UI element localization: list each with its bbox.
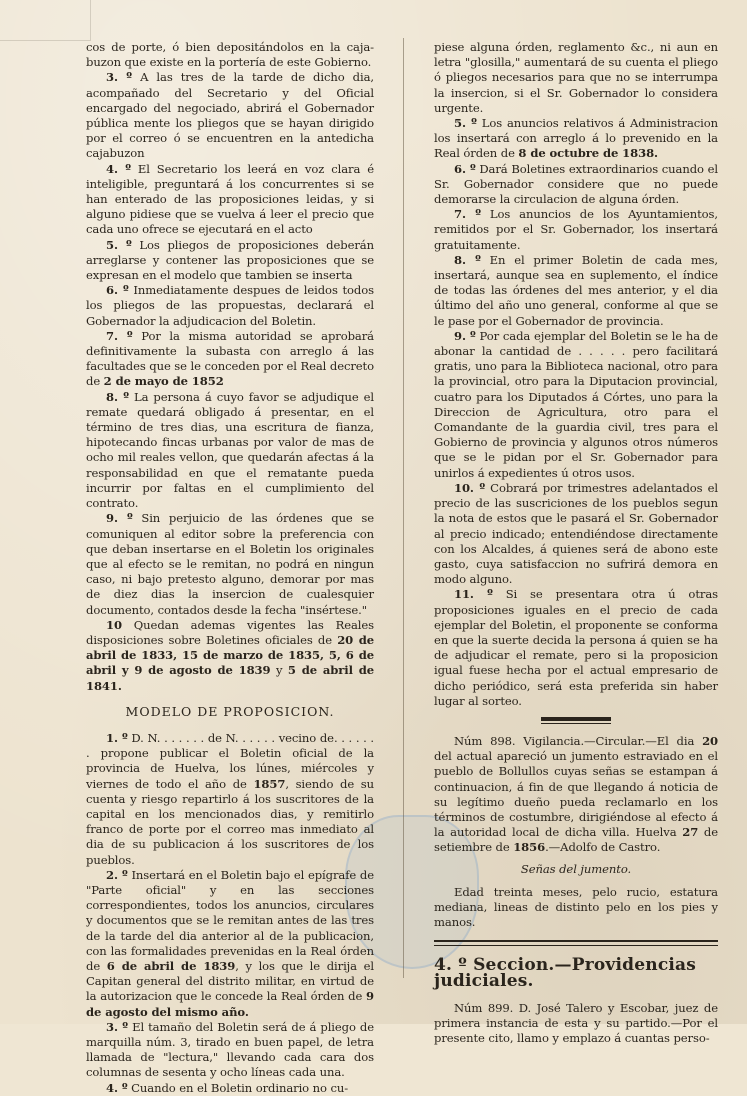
article-number: 4. º xyxy=(106,1080,128,1095)
model-article-4 xyxy=(86,1081,374,1096)
article-9 xyxy=(86,511,374,617)
article-text: Quedan ademas vigentes las Reales disposiciones sobre Boletines oficiales de xyxy=(86,617,374,647)
left-column xyxy=(86,40,374,1096)
article-number: 5. º xyxy=(106,237,132,252)
article-number: 6. º xyxy=(106,283,129,298)
separator-rule xyxy=(541,717,611,721)
notice-signature: .—Adolfo de Castro. xyxy=(545,840,661,855)
column-divider xyxy=(403,38,404,978)
paragraph-continuation xyxy=(434,40,718,116)
paragraph-text: piese alguna órden, reglamento &c., ni aun en letra "glosilla," aumentará de su cuenta el pliego ó pliegos necesarios para que no se interrumpa la insercion, si el Sr. Gobernador lo considera urgente. xyxy=(434,40,718,115)
section-title: 4. º Seccion.—Providencias judiciales. xyxy=(434,955,697,991)
model-article-9 xyxy=(434,329,718,481)
model-article-8 xyxy=(434,253,718,329)
article-text: Por la misma autoridad se aprobará definitivamente la subasta con arreglo á las facultades que se le conceden por el Real decreto de xyxy=(86,328,374,389)
model-article-5 xyxy=(434,116,718,162)
section-separator xyxy=(434,940,718,946)
article-7 xyxy=(86,329,374,390)
article-date: 9 de agosto del mismo año. xyxy=(86,989,374,1019)
article-number: 3. º xyxy=(106,70,133,85)
article-5 xyxy=(86,238,374,284)
article-8 xyxy=(86,390,374,512)
article-text: y xyxy=(270,663,288,678)
article-number: 4. º xyxy=(106,161,131,176)
notice-898 xyxy=(434,734,718,856)
article-text: Si se presentara otra ú otras proposiciones iguales en el precio de cada ejemplar del Boletin, el proponente se conforma en que la suerte decida la persona á quien se ha de adjudicar el remate, pero si la proposicion igual fuese hecha por el actual empresario de dicho periódico, será esta preferida sin haber lugar al sorteo. xyxy=(434,587,718,708)
model-article-6 xyxy=(434,162,718,208)
notice-day: 27 xyxy=(682,825,699,840)
article-3 xyxy=(86,70,374,161)
article-text: , y los que le dirija el Capitan general del distrito militar, en virtud de la autorizacion que le concede la Real órden de xyxy=(86,958,375,1004)
notice-number: Núm 898. xyxy=(454,733,516,748)
notice-text: del actual apareció un jumento estraviado en el pueblo de Bollullos cuyas señas se estampan á continuacion, á fin de que llegando á noticia de su legítimo dueño pueda reclamarlo en los términos de costumbre, dirigiéndose al efecto á la autoridad local de dicha villa. Huelva xyxy=(434,749,718,840)
article-number: 10 xyxy=(106,617,122,632)
article-text: Por cada ejemplar del Boletin se le ha de abonar la cantidad de . . . . . pero facilitará gratis, uno para la Biblioteca nacional, otro para la provincial, otro para la Diputacion provincial, cuatro para los Diputados á Córtes, uno para la Direccion de Agricultura, otro para el Comandante de la guardia civil, tres para el Gobierno de provincia y algunos otros números que se le pidan por el Sr. Gobernador para unirlos á expedientes ú otros usos. xyxy=(434,328,718,480)
notice-day: 20 xyxy=(702,733,718,748)
article-date: 6 de abril de 1839 xyxy=(106,958,236,973)
article-number: 1. º xyxy=(106,730,128,745)
article-4 xyxy=(86,162,374,238)
model-article-10 xyxy=(434,481,718,587)
article-year: 1857 xyxy=(253,776,286,791)
article-text: Dará Boletines extraordinarios cuando el Sr. Gobernador considere que no puede demorarse la circulacion de alguna órden. xyxy=(434,161,718,207)
paragraph-continuation xyxy=(86,40,374,70)
article-date: 8 de octubre de 1838. xyxy=(518,146,658,161)
separator-rule-thin xyxy=(541,723,611,724)
article-number: 11. º xyxy=(454,587,493,602)
article-text: La persona á cuyo favor se adjudique el remate quedará obligado á presentar, en el término de tres dias, una escritura de fianza, hipotecando fincas urbanas por valor de mas de ocho mil reales vellon, que quedarán afectas á la responsabilidad en que el rematante pueda incurrir por faltas en el cumplimiento del contrato. xyxy=(86,389,374,511)
notice-text: Vigilancia.—Circular.—El dia xyxy=(515,733,703,748)
model-article-2 xyxy=(86,868,374,1020)
article-text: Los anuncios relativos á Administracion los insertará con arreglo á lo prevenido en la Real órden de xyxy=(434,116,718,161)
article-number: 8. º xyxy=(454,252,481,267)
article-text: Cuando en el Boletin ordinario no cu- xyxy=(131,1080,349,1095)
notice-text: D. José Talero y Escobar, juez de primera instancia de esta y su partido.—Por el presente cito, llamo y emplazo á cuantas perso- xyxy=(434,1000,718,1046)
article-text: El tamaño del Boletin será de á pliego de marquilla núm. 3, tirado en buen papel, de letra llamada de "lectura," llevando cada cara dos columnas de sesenta y ocho líneas cada una. xyxy=(86,1019,375,1080)
article-number: 9. º xyxy=(454,328,476,343)
notice-year: 1856 xyxy=(513,840,546,855)
article-text: Inmediatamente despues de leidos todos los pliegos de las propuestas, declarará el Gobernador la adjudicacion del Boletin. xyxy=(86,283,374,328)
page-corner-mark xyxy=(0,0,91,41)
article-10 xyxy=(86,618,374,694)
notice-text: de setiembre de xyxy=(434,825,718,855)
donkey-description-heading: Señas del jumento. xyxy=(520,861,632,876)
article-number: 7. º xyxy=(454,207,481,222)
article-text: Los anuncios de los Ayuntamientos, remitidos por el Sr. Gobernador, los insertará gratuitamente. xyxy=(434,207,718,252)
article-text: En el primer Boletin de cada mes, insertará, aunque sea en suplemento, el índice de todas las órdenes del mes anterior, y el dia último del año uno general, conforme al que se le pase por el Gobernador de provincia. xyxy=(434,252,718,328)
article-text: , siendo de su cuenta y riesgo repartirlo á los suscritores de la capital en los mencionados dias, y remitirlo franco de porte por el correo mas inmediato al dia de su publicacion á los suscritores de los pueblos. xyxy=(86,776,374,867)
article-text: A las tres de la tarde de dicho dia, acompañado del Secretario y del Oficial encargado del negociado, abrirá el Gobernador pública mente los pliegos que se hayan dirigido por el correo ó se encuentren en la antedicha cajabuzon xyxy=(86,70,375,161)
article-date: 2 de mayo de 1852 xyxy=(103,374,224,389)
article-number: 8. º xyxy=(106,389,129,404)
paragraph-text: cos de porte, ó bien depositándolos en la caja-buzon que existe en la portería de este Gobierno. xyxy=(86,40,374,70)
model-article-3 xyxy=(86,1020,374,1081)
article-number: 6. º xyxy=(454,161,476,176)
article-number: 3. º xyxy=(106,1019,129,1034)
article-number: 9. º xyxy=(106,511,133,526)
article-6 xyxy=(86,283,374,329)
model-heading: MODELO DE PROPOSICION. xyxy=(125,703,335,719)
donkey-description: Edad treinta meses, pelo rucio, estatura mediana, lineas de distinto pelo en los pies y manos. xyxy=(434,884,718,930)
model-article-11 xyxy=(434,587,718,709)
article-number: 2. º xyxy=(106,867,128,882)
article-dates: 20 de abril de 1833, 15 de marzo de 1835, 5, 6 de abril y 9 de agosto de 1839 xyxy=(86,632,374,678)
article-text: Los pliegos de proposiciones deberán arreglarse y contener las proposiciones que se expresan en el modelo que tambien se inserta xyxy=(86,237,374,283)
article-text: Sin perjuicio de las órdenes que se comuniquen al editor sobre la preferencia con que deban insertarse en el Boletin los originales que al efecto se le remitan, no podrá en ningun caso, ni bajo pretesto alguno, demorar por mas de diez dias la insercion de cualesquier documento, contados desde la fecha "insértese." xyxy=(86,511,374,617)
article-text: Insertará en el Boletin bajo el epígrafe de "Parte oficial" y en las secciones correspondientes, todos los anuncios, circulares y documentos que se le remitan antes de las tres de la tarde del dia anterior al de la publicacion, con las formalidades prevenidas en la Real órden de xyxy=(86,867,374,973)
article-text: El Secretario los leerá en voz clara é inteligible, preguntará á los concurrentes si se han enterado de las proposiciones leidas, y si alguno pidiese que se vuelva á leer el precio que cada uno ofrece se ejecutará en el acto xyxy=(86,161,374,237)
article-number: 10. º xyxy=(454,480,486,495)
right-column xyxy=(434,40,718,1046)
model-article-1 xyxy=(86,731,374,868)
article-text: Cobrará por trimestres adelantados el precio de las suscriciones de los pueblos segun la nota de estos que le pasará el Sr. Gobernador al precio indicado; entendiéndose directamente con los Alcaldes, á quienes será de abono este gasto, cuya satisfaccion no sufrirá demora en modo alguno. xyxy=(434,480,718,587)
article-date: 5 de abril de 1841. xyxy=(86,663,375,693)
notice-number: Núm 899. xyxy=(454,1000,514,1015)
model-article-7 xyxy=(434,207,718,253)
article-text: D. N. . . . . . . de N. . . . . . vecino de. . . . . . . propone publicar el Boletin oficial de la provincia de Huelva, los lúnes, miércoles y viernes de todo el año de xyxy=(86,730,374,791)
article-number: 5. º xyxy=(454,116,477,131)
article-number: 7. º xyxy=(106,328,133,343)
